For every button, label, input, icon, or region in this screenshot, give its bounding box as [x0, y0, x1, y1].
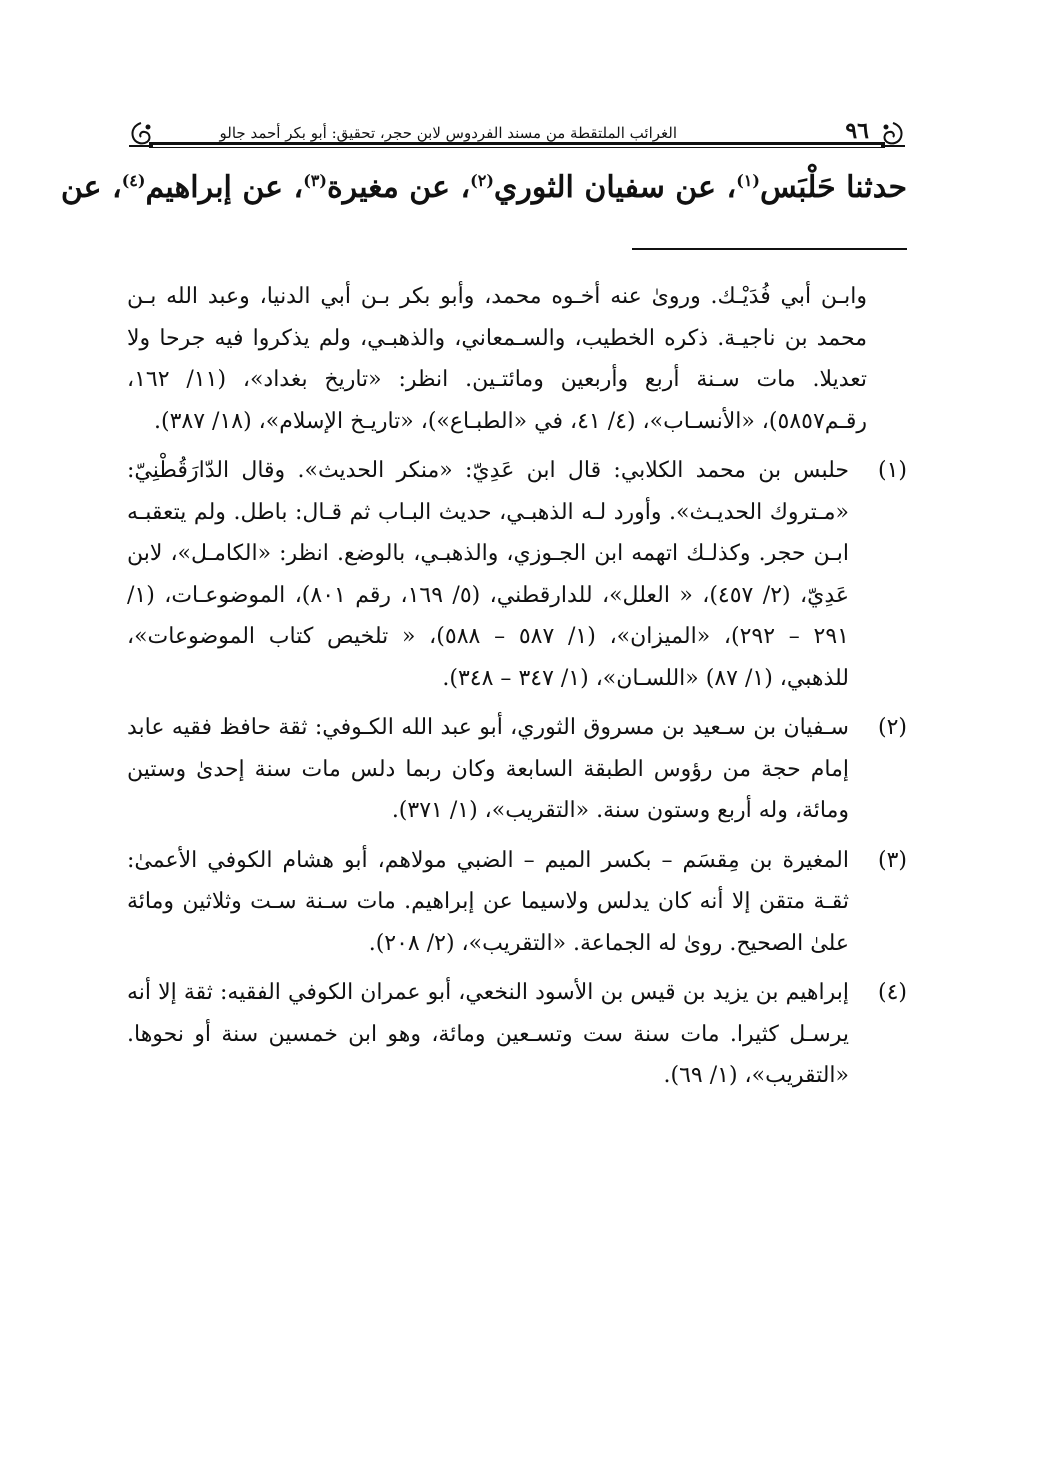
footnote-item [127, 707, 907, 832]
footnote-ref[interactable]: (٢) [470, 171, 494, 190]
hadith-isnad-line [60, 170, 907, 205]
footnote-item [127, 450, 907, 699]
isnad-segment: ، عن [60, 170, 122, 205]
isnad-segment: ، عن سفيان الثوري [493, 170, 737, 205]
page-number: ٩٦ [845, 118, 869, 144]
footnote-ref[interactable]: (٣) [303, 171, 327, 190]
isnad-segment: ، عن إبراهيم [145, 170, 304, 205]
footnote-ref[interactable]: (١) [736, 171, 760, 190]
footnote-number: (٢) [877, 715, 907, 740]
footnote-continuation: وابـن أبي فُدَيْـك. وروىٰ عنه أخـوه محمد، وأبو بكر بـن أبي الدنيا، وعبد الله بـن محمد بن ناجيـة. ذكره الخطيب، والسـمعاني، والذهبـي، ولم يذكروا فيه جرحا ولا تعديلا. مات سـنة أربع وأربعين ومائتـين. انظر: «تاريخ بغداد»، (١١/ ١٦٢، رقـم٥٨٥٧)، «الأنسـاب»، (٤/ ٤١، في «الطبـاع»)، «تاريـخ الإسلام»، (١٨/ ٣٨٧). [127, 284, 867, 434]
page-header [127, 116, 907, 152]
floral-ornament-icon [127, 120, 155, 148]
running-title: الغرائب الملتقطة من مسند الفردوس لابن حجر، تحقيق: أبو بكر أحمد جالو [219, 124, 677, 142]
footnote-number: (٣) [877, 847, 907, 873]
footnote-text: المغيرة بن مِقسَم – بكسر الميم – الضبي مولاهم، أبو هشام الكوفي الأعمىٰ: ثقـة متقن إلا أنه كان يدلس ولاسيما عن إبراهيم. مات سـنة سـت وثلاثين ومائة علىٰ الصحيح. روىٰ له الجماعة. «التقريب»، (٢/ ٢٠٨). [127, 847, 849, 956]
footnote-text: إبراهيم بن يزيد بن قيس بن الأسود النخعي، أبو عمران الكوفي الفقيه: ثقة إلا أنه يرسـل كثيرا. مات سنة ست وتسـعين ومائة، وهو ابن خمسين سنة أو نحوها. «التقريب»، (١/ ٦٩). [127, 980, 849, 1088]
footnote-item [127, 840, 907, 965]
footnote-item [127, 972, 907, 1097]
footnote-number: (١) [877, 458, 907, 483]
footnote-text: حلبس بن محمد الكلابي: قال ابن عَدِيّ: «منكر الحديث». وقال الدّارَقُطْنِيّ: «مـتروك الحديـث». وأورد لـه الذهبـي، حديث البـاب ثم قـال: باطل. ولم يتعقبـه ابـن حجر. وكذلـك اتهمه ابن الجـوزي، والذهبـي، بالوضع. انظر: «الكامـل»، لابن عَدِيّ، (٢/ ٤٥٧)، « العلل»، للدارقطني، (٥/ ١٦٩، رقم ٨٠١)، الموضوعـات، (١/ ٢٩١ – ٢٩٢)، «الميزان»، (١/ ٥٨٧ – ٥٨٨)، « تلخيص كتاب الموضوعات»، للذهبي، (١/ ٨٧) «اللسـان»، (١/ ٣٤٧ – ٣٤٨). [127, 458, 850, 691]
header-rule-thin [149, 147, 885, 148]
footnote-number: (٤) [877, 980, 907, 1005]
footnotes-section [127, 276, 907, 1105]
isnad-segment: حدثنا حَلْبَس [759, 170, 907, 205]
header-rule [149, 142, 885, 145]
isnad-segment: ، عن مغيرة [326, 170, 471, 205]
footnote-text: سـفيان بن سـعيد بن مسروق الثوري، أبو عبد الله الكـوفي: ثقة حافظ فقيه عابد إمام حجة من رؤوس الطبقة السابعة وكان ربما دلس مات سنة إحدىٰ وستين ومائة، وله أربع وستون سنة. «التقريب»، (١/ ٣٧١). [127, 715, 849, 823]
footnote-ref[interactable]: (٤) [121, 171, 146, 190]
footnote-separator [632, 248, 907, 250]
